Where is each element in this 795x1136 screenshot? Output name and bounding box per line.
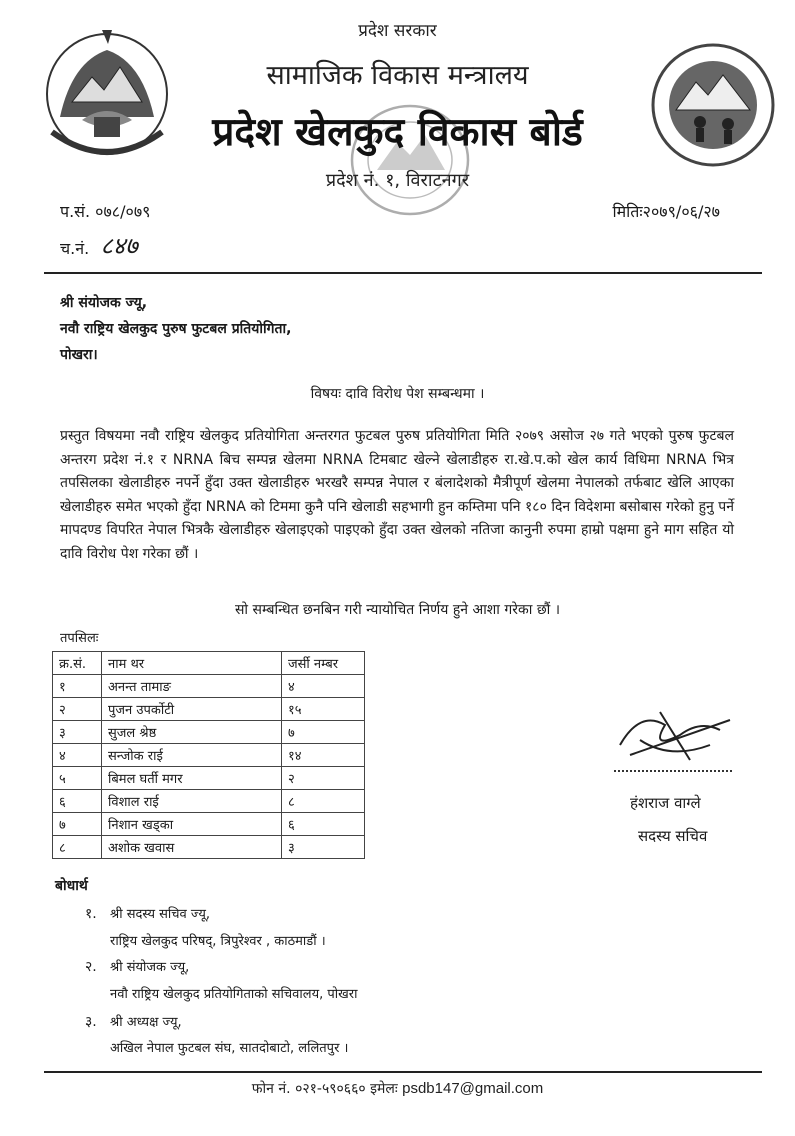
- date-label: मितिः: [612, 202, 643, 221]
- footer-divider: [44, 1071, 762, 1073]
- details-label: तपसिलः: [60, 631, 99, 646]
- jersey-cell: २: [282, 767, 365, 790]
- table-row: [53, 790, 365, 813]
- jersey-cell: १५: [282, 698, 365, 721]
- handwritten-signature: [610, 700, 740, 770]
- phone-label: फोन नं.: [251, 1081, 291, 1097]
- cc-address: राष्ट्रिय खेलकुद परिषद्, त्रिपुरेश्वर , काठमाडौं ।: [110, 934, 326, 949]
- name-cell: निशान खड्का: [102, 813, 282, 836]
- letter-date: [612, 200, 720, 222]
- cc-heading: बोधार्थ: [55, 878, 88, 894]
- recipient-line-1: श्री संयोजक ज्यू,: [60, 295, 148, 311]
- subject-line: विषयः दावि विरोध पेश सम्बन्धमा ।: [310, 386, 485, 402]
- signatory-title: सदस्य सचिव: [638, 827, 708, 845]
- cc-number: १.: [85, 906, 97, 922]
- jersey-cell: ६: [282, 813, 365, 836]
- name-cell: सन्जोक राई: [102, 744, 282, 767]
- ref-label: प.सं.: [60, 202, 91, 221]
- government-heading: प्रदेश सरकार: [358, 21, 437, 41]
- serial-cell: १: [53, 675, 102, 698]
- serial-cell: ३: [53, 721, 102, 744]
- table-row: [53, 836, 365, 859]
- cc-recipient: श्री अध्यक्ष ज्यू,: [110, 1015, 182, 1030]
- col-name-header: नाम थर: [102, 652, 282, 675]
- serial-cell: ८: [53, 836, 102, 859]
- jersey-cell: ७: [282, 721, 365, 744]
- table-row: [53, 767, 365, 790]
- board-heading: प्रदेश खेलकुद विकास बोर्ड: [212, 110, 583, 155]
- email-label: इमेलः: [370, 1081, 398, 1097]
- table-row: [53, 675, 365, 698]
- col-jersey-header: जर्सी नम्बर: [282, 652, 365, 675]
- cc-number: ३.: [85, 1014, 97, 1030]
- signatory-name: हंशराज वाग्ले: [630, 794, 701, 812]
- jersey-cell: ४: [282, 675, 365, 698]
- footer-contact: [0, 1079, 795, 1098]
- cc-recipient: श्री संयोजक ज्यू,: [110, 960, 190, 975]
- phone-number: ०२१-५९०६६०: [295, 1081, 366, 1097]
- header-divider: [44, 272, 762, 274]
- col-serial-header: क्र.सं.: [53, 652, 102, 675]
- ministry-heading: सामाजिक विकास मन्त्रालय: [266, 60, 529, 91]
- recipient-line-3: पोखरा।: [60, 347, 98, 363]
- table-row: [53, 721, 365, 744]
- dispatch-label: च.नं.: [60, 239, 90, 258]
- name-cell: पुजन उपर्कोटी: [102, 698, 282, 721]
- table-header-row: [53, 652, 365, 675]
- name-cell: अशोक खवास: [102, 836, 282, 859]
- name-cell: अनन्त तामाङ: [102, 675, 282, 698]
- table-row: [53, 744, 365, 767]
- name-cell: सुजल श्रेष्ठ: [102, 721, 282, 744]
- dispatch-value: ८४७: [100, 232, 138, 260]
- email-address: psdb147@gmail.com: [402, 1080, 544, 1097]
- cc-number: २.: [85, 959, 97, 975]
- dispatch-number: [60, 229, 138, 262]
- name-cell: विशाल राई: [102, 790, 282, 813]
- serial-cell: ४: [53, 744, 102, 767]
- serial-cell: ५: [53, 767, 102, 790]
- table-row: [53, 698, 365, 721]
- jersey-cell: ३: [282, 836, 365, 859]
- players-table: [52, 651, 365, 859]
- serial-cell: ७: [53, 813, 102, 836]
- cc-address: नवौ राष्ट्रिय खेलकुद प्रतियोगिताको सचिवालय, पोखरा: [110, 987, 358, 1002]
- reference-number: [60, 200, 150, 222]
- body-paragraph: प्रस्तुत विषयमा नवौ राष्ट्रिय खेलकुद प्रतियोगिता अन्तरगत फुटबल पुरुष प्रतियोगिता मिति २०७९ असोज २७ गते भएको पुरुष फुटबल अन्तरग प्रदेश नं.१ र NRNA बिच सम्पन्न खेलमा NRNA टिमबाट खेल्ने खेलाडीहरु रा.खे.प.को खेल कार्य विधिमा NRNA भित्र तपसिलका खेलाडीहरु नपर्ने हुँदा उक्त खेलाडीहरु भरखरै सम्पन्न नेपाल र बंलादेशको मैत्रीपूर्ण खेलमा नेपालको तर्फबाट खेलि आएका खेलाडीहरु समेत भएको हुँदा NRNA को टिममा कुनै पनि खेलाडी सहभागी हुन कम्तिमा पनि १८० दिन विदेशमा बसोबास गरेको हुनु पर्ने मापदण्ड विपरित नेपाल भित्रकै खेलाडीहरु खेलाइएको पाइएको हुँदा उक्त खेलको नतिजा कानुनी रुपमा हाम्रो पक्षमा हुने माग सहित यो दावि विरोध पेश गरेका छौं ।: [60, 428, 734, 562]
- closing-paragraph: सो सम्बन्धित छनबिन गरी न्यायोचित निर्णय हुने आशा गरेका छौं ।: [234, 602, 561, 618]
- signature-line: [614, 770, 732, 772]
- cc-recipient: श्री सदस्य सचिव ज्यू,: [110, 907, 211, 922]
- ref-value: ०७८/०७९: [95, 202, 151, 221]
- jersey-cell: ८: [282, 790, 365, 813]
- recipient-line-2: नवौ राष्ट्रिय खेलकुद पुरुष फुटबल प्रतियोगिता,: [60, 321, 292, 337]
- name-cell: बिमल घर्ती मगर: [102, 767, 282, 790]
- serial-cell: २: [53, 698, 102, 721]
- table-row: [53, 813, 365, 836]
- province-address: प्रदेश नं. १, विराटनगर: [325, 170, 470, 191]
- jersey-cell: १४: [282, 744, 365, 767]
- cc-address: अखिल नेपाल फुटबल संघ, सातदोबाटो, ललितपुर ।: [110, 1041, 349, 1056]
- serial-cell: ६: [53, 790, 102, 813]
- date-value: २०७९/०६/२७: [642, 202, 720, 221]
